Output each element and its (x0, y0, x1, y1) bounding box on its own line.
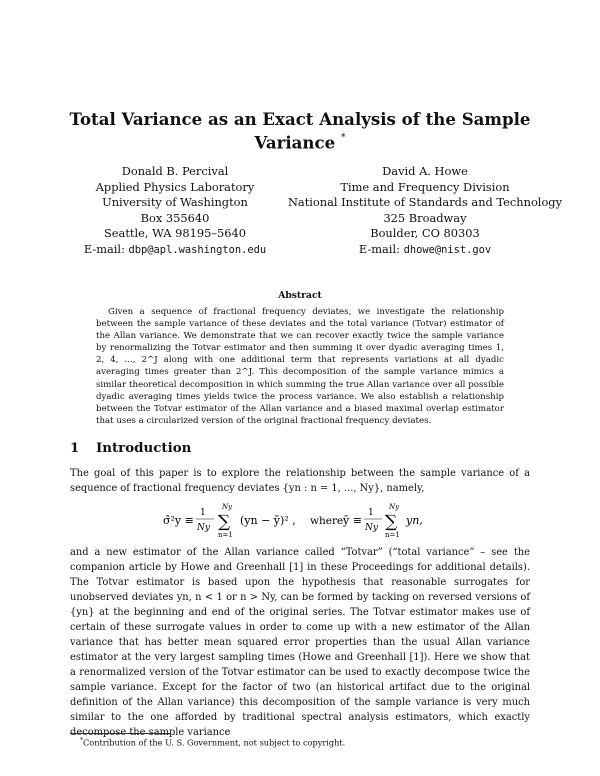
abstract-heading: Abstract (278, 290, 322, 301)
eq-sum-sign: ∑ (218, 512, 231, 532)
affiliation-line: 325 Broadway (383, 210, 467, 225)
author-name: Donald B. Percival (121, 164, 229, 178)
affiliation-line: Box 355640 (140, 210, 210, 225)
author-name: David A. Howe (382, 164, 468, 178)
author-block-1 (55, 164, 295, 259)
email-link[interactable]: dbp@apl.washington.edu (128, 243, 267, 256)
footnote-mark: * (80, 737, 83, 744)
eq-sum-lower-2: n=1 (385, 531, 400, 539)
affiliation-line: Time and Frequency Division (340, 179, 510, 194)
section-title: Introduction (96, 440, 192, 456)
author-block-2 (270, 164, 580, 259)
eq-sum-upper-2: Ny (389, 503, 400, 511)
email-line: E-mail: dhowe@nist.gov (358, 241, 492, 256)
eq-where: where (310, 515, 344, 527)
section-heading (70, 440, 191, 456)
affiliation-line: University of Washington (102, 195, 248, 210)
eq-sum-sign-2: ∑ (385, 512, 398, 532)
eq-frac-num-2: 1 (368, 508, 374, 518)
affiliation-line: National Institute of Standards and Technology (287, 195, 563, 210)
sample-variance-equation (0, 500, 600, 540)
eq-frac-den-2: Ny (365, 523, 378, 533)
eq-sum-lower: n=1 (218, 531, 233, 539)
intro-paragraph-2: and a new estimator of the Allan variance called “Totvar” (“total variance” – see the companion article by Howe and Greenhall [1] in these Proceedings for additional details). The Totvar estimator is based upon the hypothesis that reasonable surrogates for unobserved deviates yn, n < 1 or n > Ny, can be formed by tacking on reversed versions of {yn} at the beginning and end of the original series. The Totvar estimator makes use of certain of these surrogate values in order to come up with a new estimator of the Allan variance that has better mean squared error properties than the usual Allan variance estimator at the very largest sampling times (Howe and Greenhall [1]). Here we show that a renormalized version of the Totvar estimator can be used to exactly decompose twice the sample variance. Except for the factor of two (an historical artifact due to the original definition of the Allan variance) this decomposition of the sample variance is very much similar to the one afforded by traditional spectral analysis estimators, which exactly decompose the sample variance (70, 547, 530, 738)
abstract-text: Given a sequence of fractional frequency deviates, we investigate the relationship between the sample variance of these deviates and the total variance (Totvar) estimator of the Allan variance. We demonstrate that we can recover exactly twice the sample variance by renormalizing the Totvar estimator and then summing it over dyadic averaging times 1, 2, 4, ..., 2^J along with one additional term that represents variations at all dyadic averaging times greater than 2^J. This decomposition of the sample variance mimics a similar theoretical decomposition in which summing the true Allan variance over all possible dyadic averaging times yields twice the process variance. We also establish a relationship between the Totvar estimator of the Allan variance and a biased maximal overlap estimator that uses a circularized version of the original fractional frequency deviates. (96, 307, 504, 426)
title-footnote-mark: * (340, 133, 346, 143)
footnote (80, 737, 345, 748)
footnote-text: Contribution of the U. S. Government, not subject to copyright. (83, 737, 346, 748)
affiliation-line: Boulder, CO 80303 (370, 226, 480, 241)
footnote-rule (70, 733, 170, 734)
section-number: 1 (70, 440, 80, 456)
email-line: E-mail: dbp@apl.washington.edu (83, 241, 267, 256)
eq-frac-den: Ny (197, 523, 210, 533)
paper-title: Total Variance as an Exact Analysis of the Sample Variance * (69, 109, 531, 153)
email-link[interactable]: dhowe@nist.gov (403, 243, 492, 256)
affiliation-line: Seattle, WA 98195–5640 (103, 226, 247, 241)
affiliation-line: Applied Physics Laboratory (95, 179, 255, 194)
eq-ybar: ȳ ≡ (343, 514, 362, 527)
eq-sum-upper: Ny (222, 503, 233, 511)
eq-term: (yn − ȳ)² , (240, 514, 296, 527)
eq-term-2: yn, (406, 514, 423, 527)
intro-paragraph-1: The goal of this paper is to explore the relationship between the sample variance of a sequence of fractional frequency deviates {yn : n = 1, ..., Ny}, namely, (70, 468, 530, 494)
eq-lhs: σ̂²y ≡ (163, 514, 194, 527)
eq-frac-num: 1 (200, 508, 206, 518)
